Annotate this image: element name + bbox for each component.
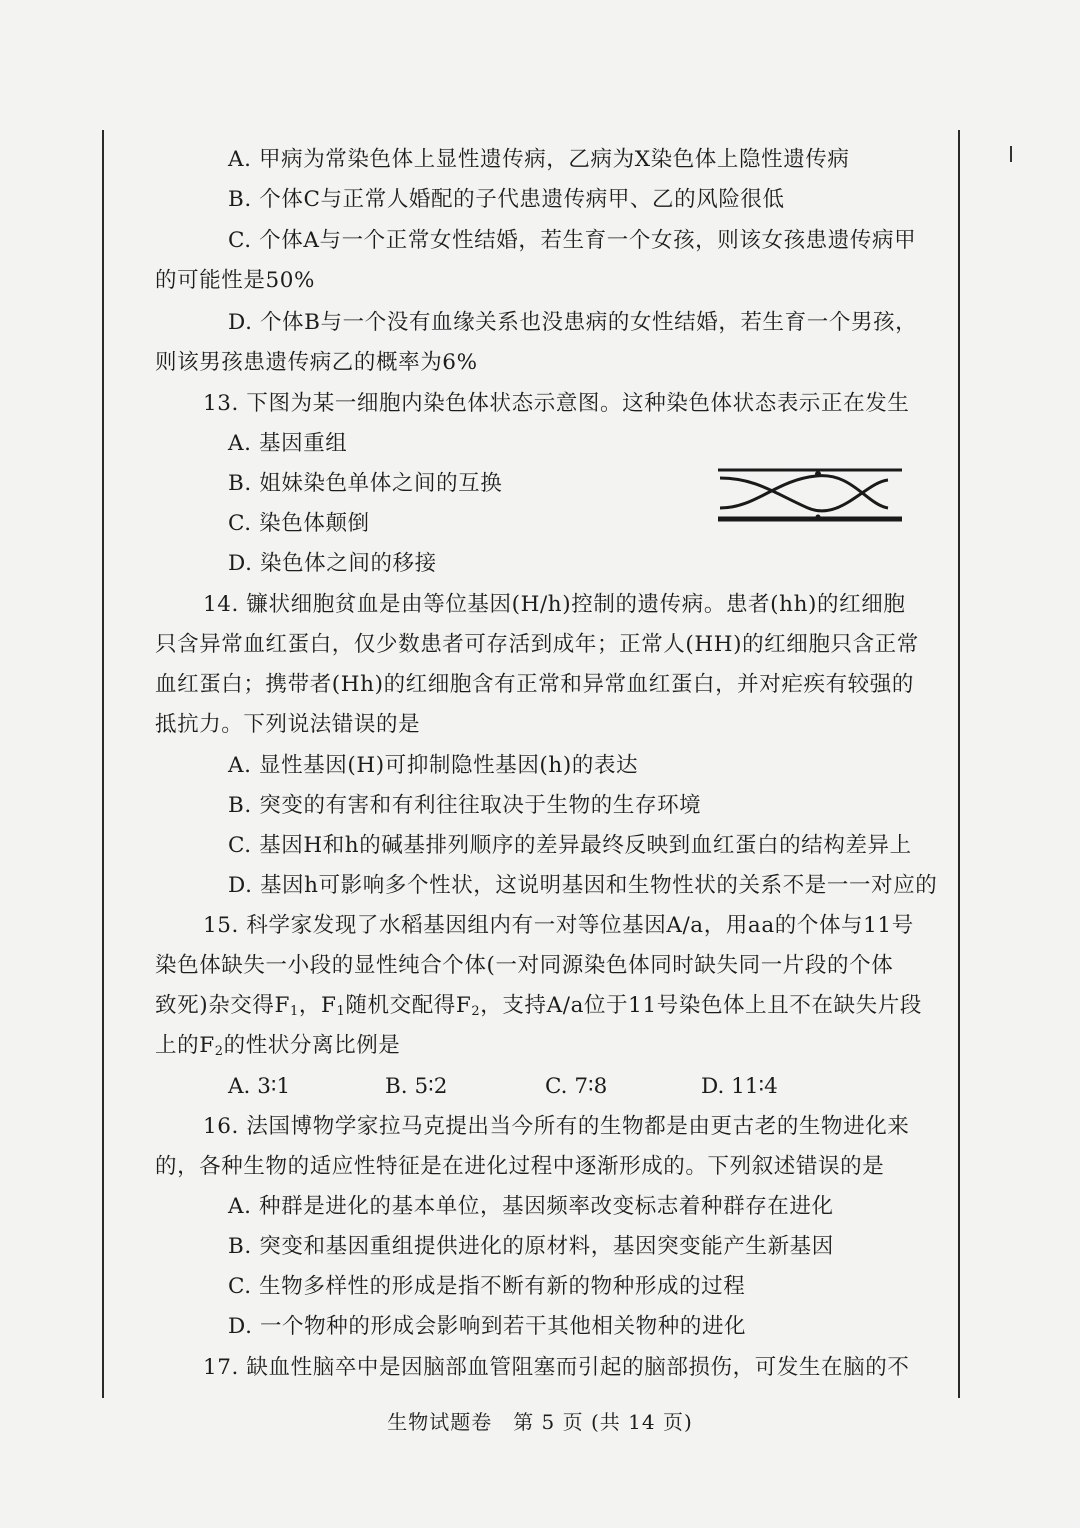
chromosome-crossover-diagram — [716, 464, 904, 526]
q12-option-d-cont: 则该男孩患遗传病乙的概率为6% — [155, 350, 478, 375]
q13-option-a: A. 基因重组 — [228, 431, 348, 456]
q12-option-c-cont: 的可能性是50% — [155, 268, 316, 293]
edge-mark — [1010, 146, 1012, 162]
q14-stem-line-1: 14. 镰状细胞贫血是由等位基因(H/h)控制的遗传病。患者(hh)的红细胞 — [203, 592, 906, 617]
q14-option-b: B. 突变的有害和有利往往取决于生物的生存环境 — [228, 793, 702, 818]
q12-option-d: D. 个体B与一个没有血缘关系也没患病的女性结婚，若生育一个男孩， — [228, 310, 918, 335]
q17-stem-line-1: 17. 缺血性脑卒中是因脑部血管阻塞而引起的脑部损伤，可发生在脑的不 — [203, 1355, 910, 1380]
q16-option-c: C. 生物多样性的形成是指不断有新的物种形成的过程 — [228, 1274, 746, 1299]
q16-option-a: A. 种群是进化的基本单位，基因频率改变标志着种群存在进化 — [228, 1194, 834, 1219]
q15-stem-line-3: 致死)杂交得$F_1$，$F_1$随机交配得$F_2$，支持A/a位于11号染色体上且不在缺失片段 — [155, 993, 922, 1019]
q15-option-c: C. 7∶8 — [545, 1074, 608, 1099]
q13-option-c: C. 染色体颠倒 — [228, 511, 370, 536]
q15-stem-line-1: 15. 科学家发现了水稻基因组内有一对等位基因A/a，用aa的个体与11号 — [203, 913, 914, 938]
q14-option-c: C. 基因H和h的碱基排列顺序的差异最终反映到血红蛋白的结构差异上 — [228, 833, 912, 858]
right-margin-rule — [958, 130, 960, 1398]
q15-stem-line-4: 上的$F_2$的性状分离比例是 — [155, 1033, 401, 1059]
q16-stem-line-1: 16. 法国博物学家拉马克提出当今所有的生物都是由更古老的生物进化来 — [203, 1114, 910, 1139]
q14-option-d: D. 基因h可影响多个性状，这说明基因和生物性状的关系不是一一对应的 — [228, 873, 938, 898]
q16-option-d: D. 一个物种的形成会影响到若干其他相关物种的进化 — [228, 1314, 747, 1339]
q15-option-a: A. 3∶1 — [228, 1074, 291, 1099]
q15-option-b: B. 5∶2 — [385, 1074, 448, 1099]
left-margin-rule — [102, 130, 104, 1398]
page-footer: 生物试题卷 第 5 页 (共 14 页) — [387, 1410, 693, 1434]
q15-stem-line-2: 染色体缺失一小段的显性纯合个体(一对同源染色体同时缺失同一片段的个体 — [155, 953, 894, 978]
q13-option-b: B. 姐妹染色单体之间的互换 — [228, 471, 503, 496]
q14-stem-line-2: 只含异常血红蛋白，仅少数患者可存活到成年；正常人(HH)的红细胞只含正常 — [155, 632, 919, 657]
q16-option-b: B. 突变和基因重组提供进化的原材料，基因突变能产生新基因 — [228, 1234, 834, 1259]
q14-stem-line-3: 血红蛋白；携带者(Hh)的红细胞含有正常和异常血红蛋白，并对疟疾有较强的 — [155, 672, 914, 697]
q12-option-c: C. 个体A与一个正常女性结婚，若生育一个女孩，则该女孩患遗传病甲 — [228, 228, 917, 253]
q12-option-b: B. 个体C与正常人婚配的子代患遗传病甲、乙的风险很低 — [228, 187, 785, 212]
q14-option-a: A. 显性基因(H)可抑制隐性基因(h)的表达 — [228, 753, 639, 778]
q14-stem-line-4: 抵抗力。下列说法错误的是 — [155, 712, 421, 737]
q12-option-a: A. 甲病为常染色体上显性遗传病，乙病为X染色体上隐性遗传病 — [228, 147, 850, 172]
q13-option-d: D. 染色体之间的移接 — [228, 551, 437, 576]
q13-stem: 13. 下图为某一细胞内染色体状态示意图。这种染色体状态表示正在发生 — [203, 391, 910, 416]
q15-option-d: D. 11∶4 — [701, 1074, 778, 1099]
q16-stem-line-2: 的，各种生物的适应性特征是在进化过程中逐渐形成的。下列叙述错误的是 — [155, 1154, 885, 1179]
